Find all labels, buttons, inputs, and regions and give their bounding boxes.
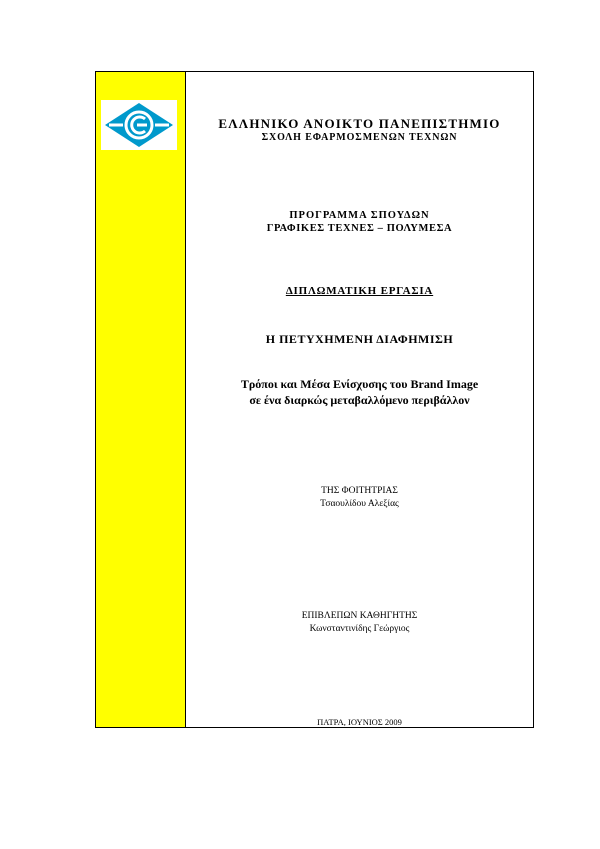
student-label: ΤΗΣ ΦΟΙΤΗΤΡΙΑΣ: [321, 486, 398, 496]
supervisor-label: ΕΠΙΒΛΕΠΩΝ ΚΑΘΗΓΗΤΗΣ: [301, 611, 418, 621]
cover-page-frame: [95, 71, 534, 728]
university-logo-icon: [101, 100, 177, 150]
supervisor-name: Κωνσταντινίδης Γεώργιος: [309, 624, 410, 634]
program-label: ΠΡΟΓΡΑΜΜΑ ΣΠΟΥΔΩΝ: [289, 210, 430, 221]
school-name: ΣΧΟΛΗ ΕΦΑΡΜΟΣΜΕΝΩΝ ΤΕΧΝΩΝ: [261, 132, 458, 143]
university-name: ΕΛΛΗΝΙΚΟ ΑΝΟΙΚΤΟ ΠΑΝΕΠΙΣΤΗΜΙΟ: [218, 116, 501, 131]
cover-content: [186, 72, 533, 727]
program-name: ΓΡΑΦΙΚΕΣ ΤΕΧΝΕΣ – ΠΟΛΥΜΕΣΑ: [266, 223, 453, 234]
thesis-subtitle-line2: σε ένα διαρκώς μεταβαλλόμενο περιβάλλον: [249, 393, 470, 407]
thesis-subtitle-line1: Τρόποι και Μέσα Ενίσχυσης του Brand Image: [240, 377, 479, 391]
student-name: Τσαουλίδου Αλεξίας: [320, 499, 399, 509]
thesis-type: ΔΙΠΛΩΜΑΤΙΚΗ ΕΡΓΑΣΙΑ: [285, 285, 434, 297]
place-date: ΠΑΤΡΑ, ΙΟΥΝΙΟΣ 2009: [317, 717, 402, 727]
thesis-title: Η ΠΕΤΥΧΗΜΕΝΗ ΔΙΑΦΗΜΙΣΗ: [265, 332, 454, 346]
yellow-sidebar: [96, 72, 186, 727]
